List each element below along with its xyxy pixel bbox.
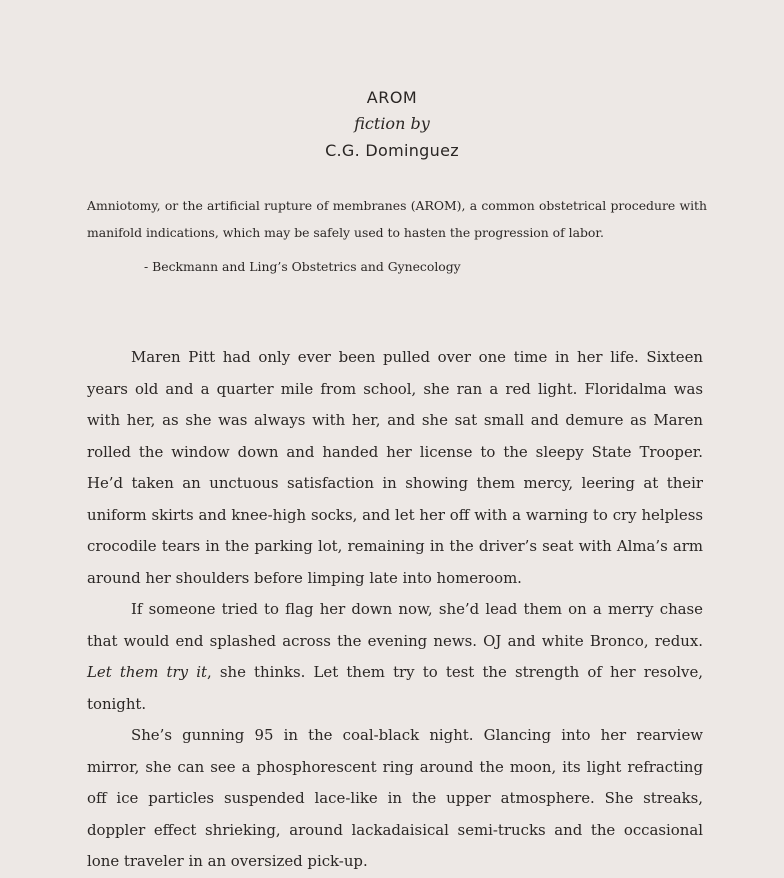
story-body	[87, 342, 703, 878]
story-paragraph	[87, 594, 703, 720]
story-title: AROM	[366, 88, 418, 107]
epigraph-source: - Beckmann and Ling’s Obstetrics and Gynecology	[144, 259, 461, 274]
italic-phrase: Let them try it	[87, 663, 207, 681]
story-paragraph: Maren Pitt had only ever been pulled over one time in her life. Sixteen years old and a quarter mile from school, she ran a red light. Floridalma was with her, as she was always with her, and she sat small and demure as Maren rolled the window down and handed her license to the sleepy State Trooper. He’d taken an unctuous satisfaction in showing them mercy, leering at their uniform skirts and knee-high socks, and let her off with a warning to cry helpless crocodile tears in the parking lot, remaining in the driver’s seat with Alma’s arm around her shoulders before limping late into homeroom.	[87, 348, 703, 587]
epigraph	[87, 192, 707, 280]
story-paragraph: She’s gunning 95 in the coal-black night. Glancing into her rearview mirror, she can see a phosphorescent ring around the moon, its light refracting off ice particles suspended lace-like in the upper atmosphere. She streaks, doppler effect shrieking, around lackadaisical semi-trucks and the occasional lone traveler in an oversized pick-up.	[87, 726, 703, 870]
paragraph-text: If someone tried to flag her down now, she’d lead them on a merry chase that would end splashed across the evening news. OJ and white Bronco, redux.	[87, 600, 703, 650]
author-name: C.G. Dominguez	[325, 141, 459, 160]
epigraph-quote: Amniotomy, or the artificial rupture of membranes (AROM), a common obstetrical procedure with manifold indications, which may be safely used to hasten the progression of labor.	[87, 198, 707, 240]
paragraph-text: , she thinks. Let them try to test the strength of her resolve, tonight.	[87, 663, 703, 713]
byline: fiction by	[354, 114, 430, 133]
